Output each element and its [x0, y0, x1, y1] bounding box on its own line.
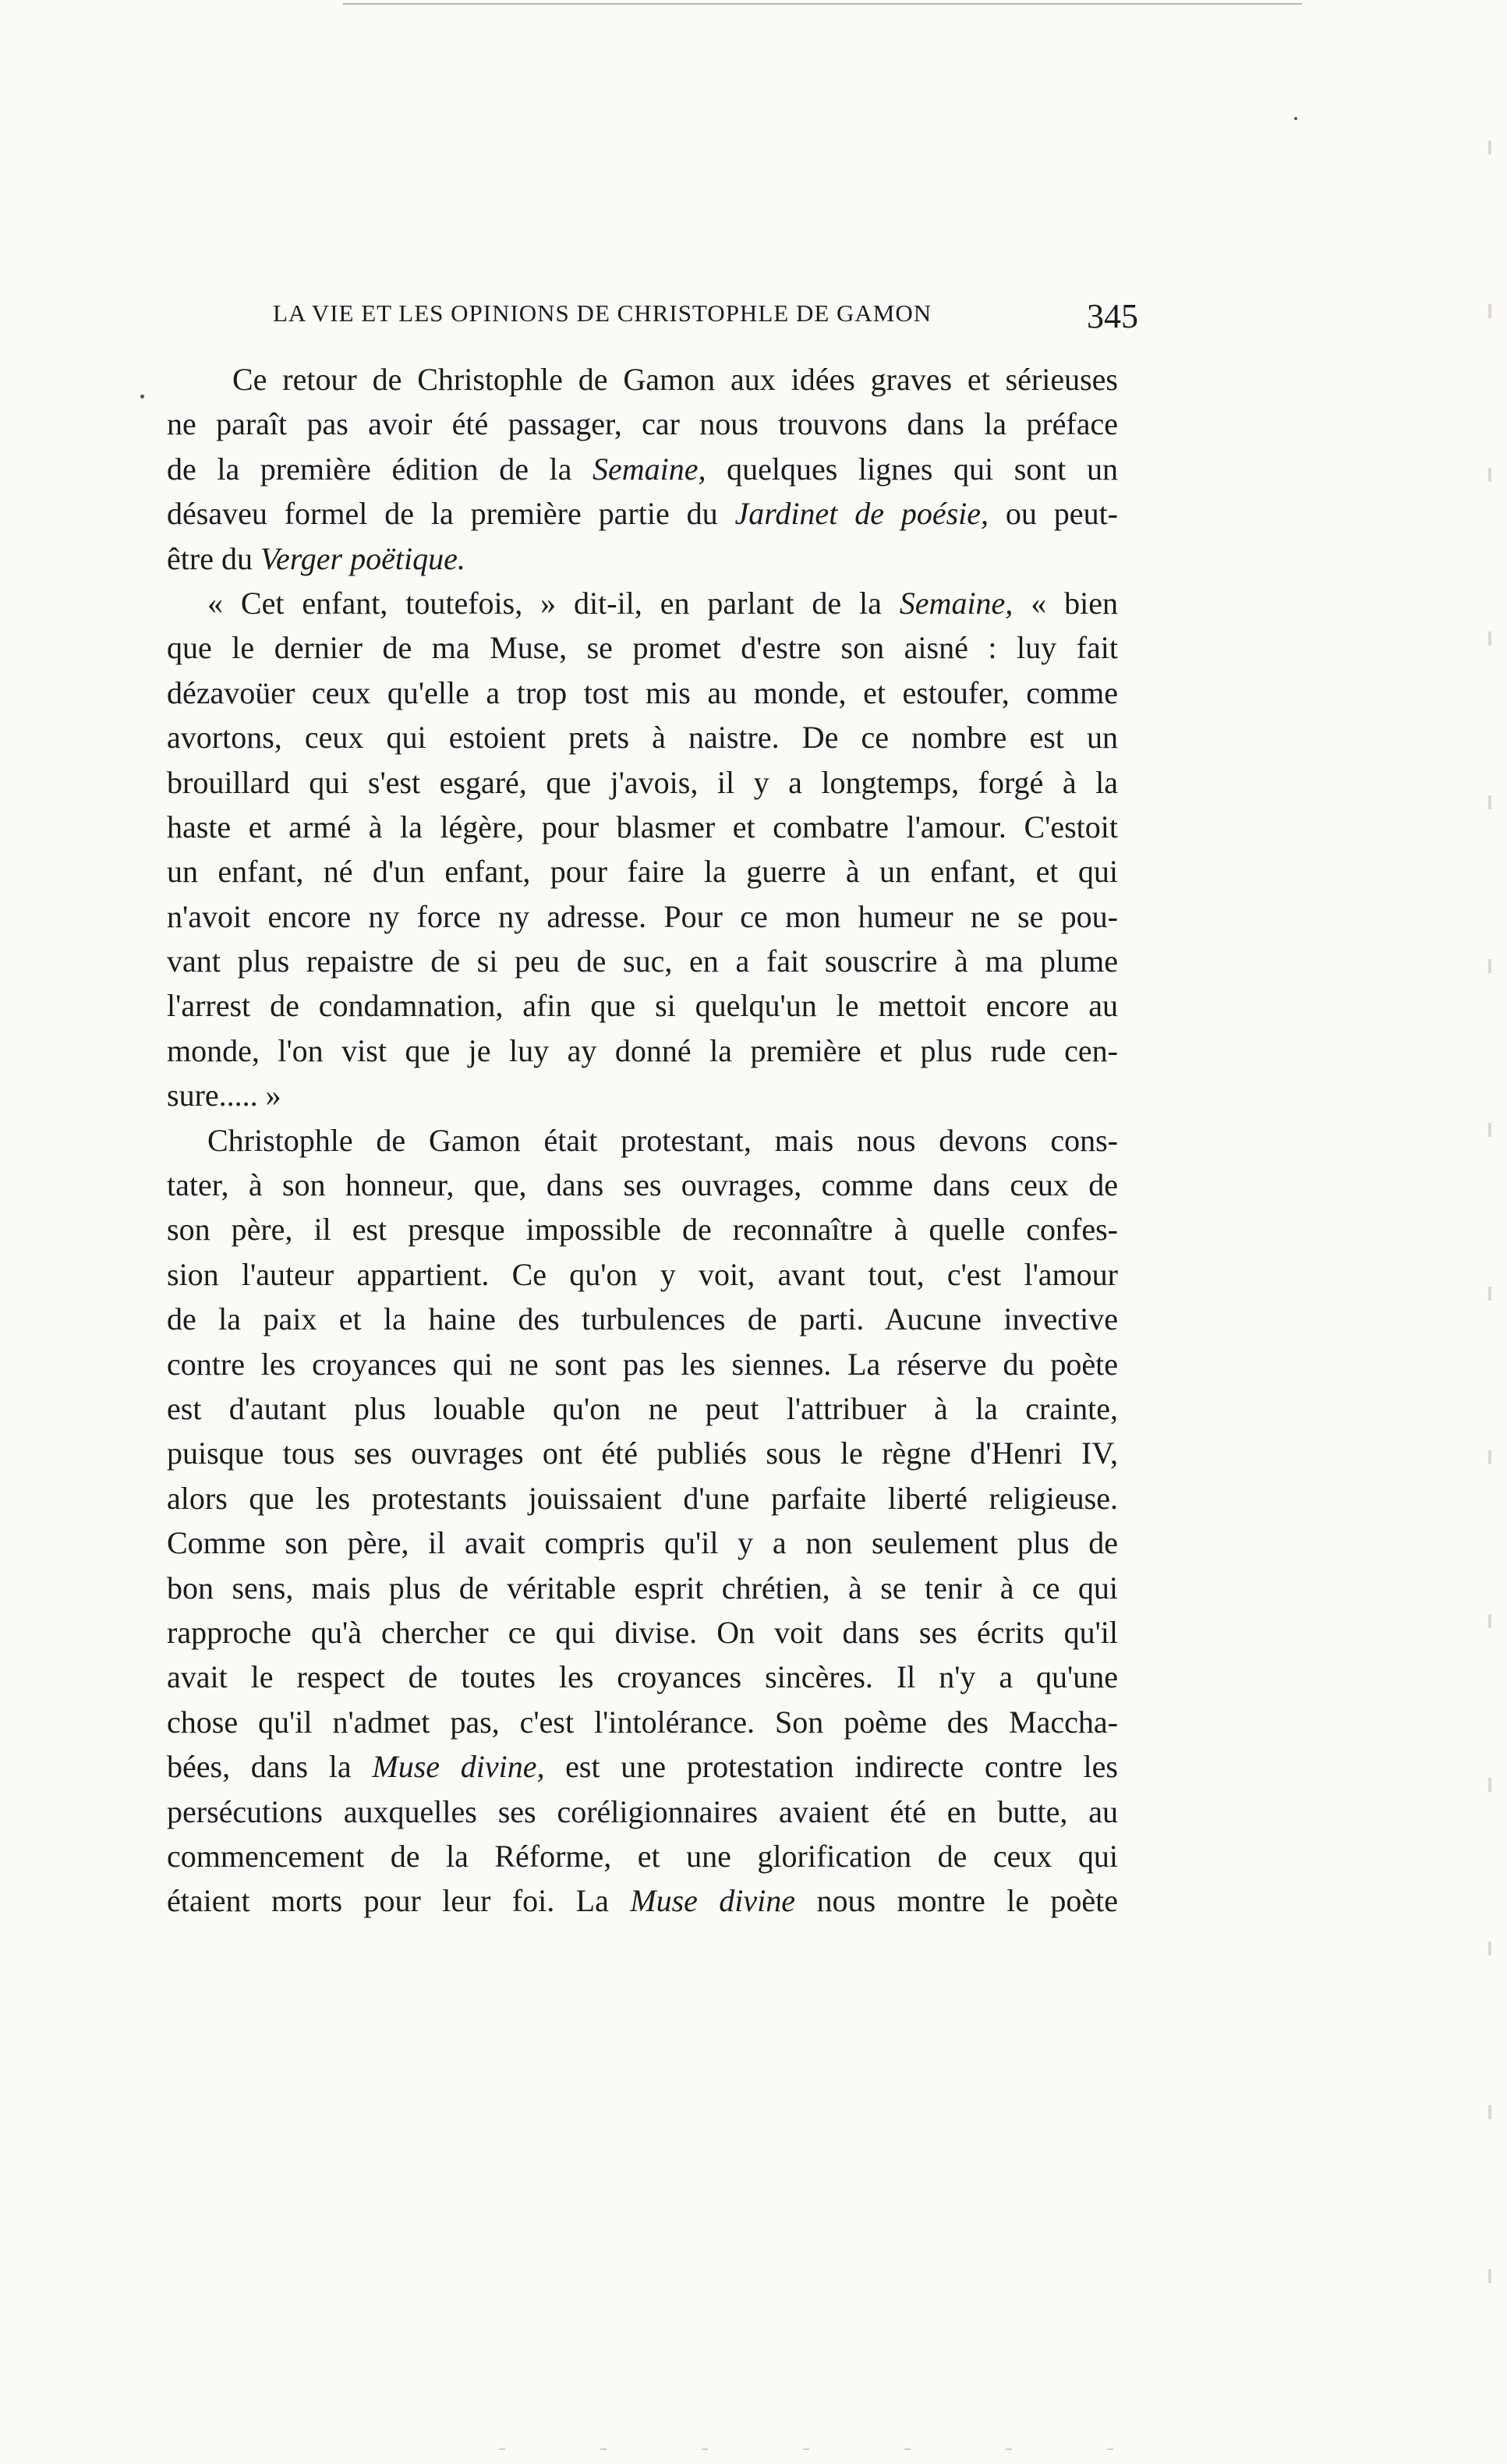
text-line: avortons, ceux qui estoient prets à naistre. De ce nombre est un [167, 720, 1118, 756]
text-line: de la paix et la haine des turbulences de parti. Aucune invective [167, 1301, 1118, 1337]
text-line: ne paraît pas avoir été passager, car nous trouvons dans la préface [167, 406, 1118, 442]
text-line: bées, dans la Muse divine, est une protestation indirecte contre les [167, 1749, 1118, 1785]
text-line: l'arrest de condamnation, afin que si quelqu'un le mettoit encore au [167, 988, 1118, 1024]
text-line: un enfant, né d'un enfant, pour faire la guerre à un enfant, et qui [167, 854, 1118, 890]
text-line: étaient morts pour leur foi. La Muse divine nous montre le poète [167, 1883, 1119, 1919]
text-line: son père, il est presque impossible de reconnaître à quelle confes- [167, 1212, 1118, 1248]
text-line: Comme son père, il avait compris qu'il y a non seulement plus de [167, 1525, 1118, 1561]
book-title: Semaine, [899, 585, 1014, 621]
running-head [273, 296, 1138, 340]
book-title: Semaine, [593, 451, 706, 487]
text-line: chose qu'il n'admet pas, c'est l'intolérance. Son poème des Maccha- [167, 1704, 1118, 1740]
text-line: bon sens, mais plus de véritable esprit chrétien, à se tenir à ce qui [167, 1570, 1118, 1605]
text-line: sion l'auteur appartient. Ce qu'on y voit, avant tout, c'est l'amour [167, 1256, 1118, 1292]
text-line: sure..... » [167, 1078, 281, 1113]
text-line: est d'autant plus louable qu'on ne peut l'attribuer à la crainte, [167, 1390, 1118, 1426]
text-line: commencement de la Réforme, et une glorification de ceux qui [167, 1838, 1118, 1874]
text-line: de la première édition de la Semaine, quelques lignes qui sont un [167, 451, 1119, 487]
text-line: persécutions auxquelles ses coréligionnaires avaient été en butte, au [167, 1793, 1118, 1829]
book-title: Muse divine [630, 1883, 796, 1919]
text-line: désaveu formel de la première partie du Jardinet de poésie, ou peut- [167, 496, 1118, 532]
page-number: 345 [1087, 297, 1138, 335]
book-title: Muse divine, [372, 1749, 545, 1785]
text-line: tater, à son honneur, que, dans ses ouvrages, comme dans ceux de [167, 1167, 1118, 1203]
page-text [167, 357, 1118, 1924]
text-line: monde, l'on vist que je luy ay donné la première et plus rude cen- [167, 1032, 1118, 1068]
text-line: Ce retour de Christophle de Gamon aux idées graves et sérieuses [232, 362, 1118, 397]
ink-speck [1294, 117, 1297, 120]
text-line: vant plus repaistre de si peu de suc, en a fait souscrire à ma plume [167, 943, 1118, 979]
text-line: contre les croyances qui ne sont pas les siennes. La réserve du poète [167, 1346, 1118, 1382]
page-edge-marks [1488, 94, 1491, 2394]
top-rule [343, 3, 1302, 5]
running-title: LA VIE ET LES OPINIONS DE CHRISTOPHLE DE GAMON [273, 299, 932, 327]
book-title: Verger poëtique. [260, 540, 465, 576]
text-line: « Cet enfant, toutefois, » dit-il, en parlant de la Semaine, « bien [207, 585, 1119, 621]
text-line: rapproche qu'à chercher ce qui divise. On voit dans ses écrits qu'il [167, 1614, 1118, 1650]
text-line: Christophle de Gamon était protestant, mais nous devons cons- [207, 1122, 1118, 1158]
text-line: dézavoüer ceux qu'elle a trop tost mis au monde, et estoufer, comme [167, 674, 1118, 710]
text-line: brouillard qui s'est esgaré, que j'avois, il y a longtemps, forgé à la [167, 764, 1118, 800]
text-line: que le dernier de ma Muse, se promet d'estre son aisné : luy fait [167, 630, 1118, 666]
text-line: alors que les protestants jouissaient d'une parfaite liberté religieuse. [167, 1480, 1118, 1516]
text-line: n'avoit encore ny force ny adresse. Pour ce mon humeur ne se pou- [167, 898, 1118, 934]
ink-speck [140, 395, 144, 398]
text-line: haste et armé à la légère, pour blasmer et combatre l'amour. C'estoit [167, 809, 1118, 844]
text-line: être du Verger poëtique. [167, 540, 465, 576]
book-title: Jardinet de poésie, [734, 496, 989, 532]
text-line: avait le respect de toutes les croyances sincères. Il n'y a qu'une [167, 1659, 1118, 1695]
text-line: puisque tous ses ouvrages ont été publiés sous le règne d'Henri IV, [167, 1436, 1118, 1471]
bottom-edge-marks [468, 2448, 1169, 2450]
